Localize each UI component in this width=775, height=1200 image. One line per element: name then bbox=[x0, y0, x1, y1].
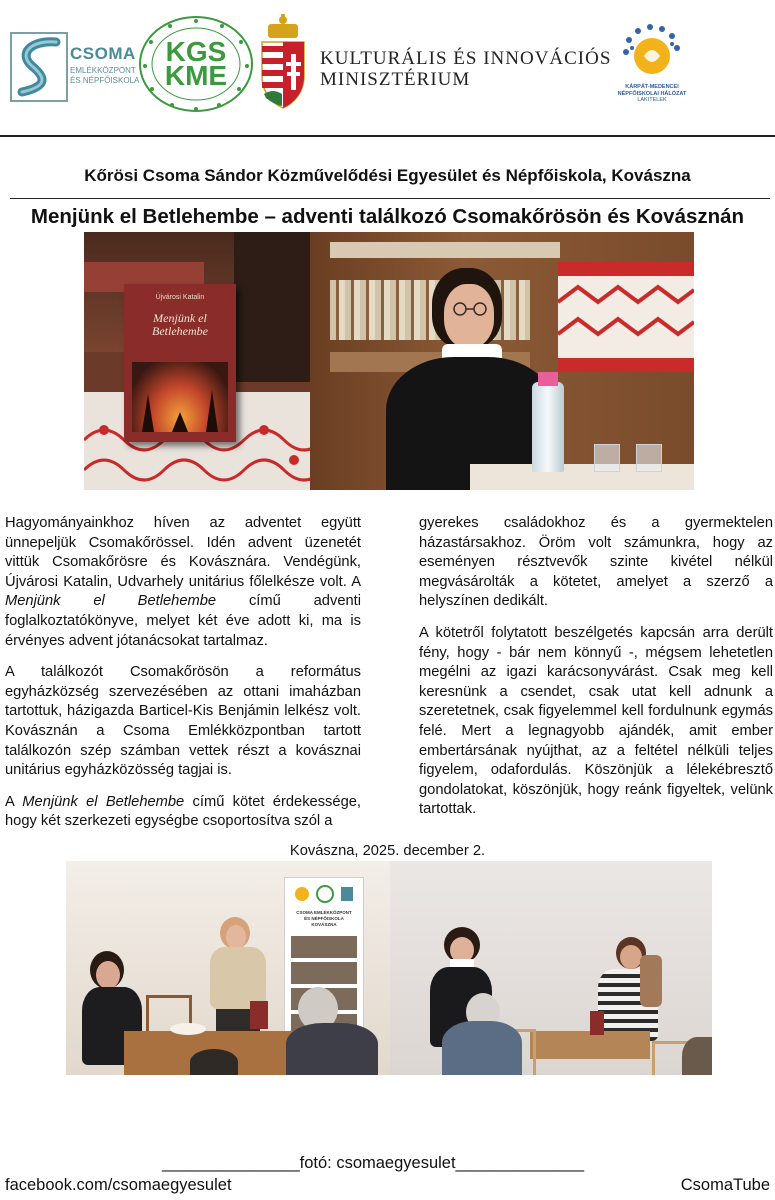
csoma-emblem-icon bbox=[10, 32, 68, 102]
book-title bbox=[124, 312, 236, 338]
article-left-column bbox=[5, 514, 361, 844]
ministry-name bbox=[320, 48, 611, 90]
book-title-line1: Menjünk el bbox=[153, 311, 207, 325]
right-paragraph-2: A kötetről folytatott beszélgetés kapcsán arra derült fény, hogy - bár nem könnyű -, mégsem lehetetlen megélni az igazi karácsonyvárást. Csak meg kell keresnünk a csendet, csak utat kell adnunk a szeretetnek, csak figyelemmel kell fordulnunk egymás felé. Mert a legnagyobb ajándék, amit ember embertársának nyújthat, az a feltétel nélküli teljes figyelem, odafordulás. Köszönjük a lélekébresztő gondolatokat, köszönjük, hogy reánk figyeltek, velünk tartottak. bbox=[419, 624, 773, 818]
kmnh-line2: NÉPFŐISKOLAI HÁLÓZAT bbox=[617, 90, 687, 97]
banner-line3: KOVÁSZNA bbox=[311, 922, 337, 927]
left-p1-book-title: Menjünk el Betlehembe bbox=[5, 593, 217, 610]
csoma-logo-name: CSOMA bbox=[70, 44, 136, 63]
left-p3-text-b: című kötet érdekessége, hogy két szerkezeti egységbe csoportosítva szól a bbox=[5, 793, 361, 830]
coat-of-arms-icon bbox=[258, 14, 308, 110]
kmnh-logo bbox=[612, 22, 692, 118]
left-p3-book-title: Menjünk el Betlehembe bbox=[22, 793, 185, 810]
title-rule bbox=[10, 198, 770, 199]
csoma-logo bbox=[10, 30, 140, 106]
left-p1-text-a: Hagyományainkhoz híven az adventet együtt ünnepeljük Csomakőrössel. Idén advent üzenetét vittük Csomakőrösre és Kovásznára. Vendégünk, Újvárosi Katalin, Udvarhely unitárius főlelkésze volt. A bbox=[5, 515, 361, 590]
banner-line2: ÉS NÉPFŐISKOLA bbox=[304, 916, 344, 921]
dateline: Kovászna, 2025. december 2. bbox=[289, 843, 486, 859]
header-rule bbox=[0, 135, 775, 137]
csoma-logo-subtitle: EMLÉKKÖZPONT ÉS NÉPFŐISKOLA bbox=[70, 66, 140, 85]
glasses-icon bbox=[450, 302, 490, 316]
speaker-photo bbox=[310, 232, 694, 490]
kmnh-logo-text bbox=[606, 84, 698, 104]
hungarian-coat-of-arms bbox=[258, 14, 308, 110]
book-photo bbox=[84, 232, 310, 490]
left-paragraph-3 bbox=[5, 793, 361, 832]
kgs-logo-letters bbox=[137, 36, 255, 91]
book-author: Újvárosi Katalin bbox=[155, 294, 205, 301]
kgs-kme-logo bbox=[137, 14, 255, 114]
event-photo-right bbox=[390, 861, 712, 1075]
photo-credit: _______________fotó: csomaegyesulet______________ bbox=[162, 1154, 585, 1172]
kgs-line1: KGS bbox=[165, 36, 227, 67]
csomatube-link[interactable]: CsomaTube bbox=[680, 1176, 770, 1194]
ministry-line1: KULTURÁLIS ÉS INNOVÁCIÓS bbox=[320, 48, 612, 69]
page-title: Menjünk el Betlehembe – adventi találkozó Csomakőrösön és Kovásznán bbox=[30, 205, 745, 228]
left-paragraph-2: A találkozót Csomakőrösön a református egyházközség szervezésében az ottani imaházban tartottuk, házigazda Barticel-Kis Benjámin lelkész volt. Kovásznán a Csoma Emlékközpontban tartott találkozón szép számban vettek részt a kovásznai unitárius egyházközösség tagjai is. bbox=[5, 664, 361, 779]
right-paragraph-1: gyerekes családokhoz és a gyermektelen házastársakhoz. Öröm volt számunkra, hogy az eseményen résztvevők szinte kivétel nélkül megvásárolták a kötetet, amelyet a szerző a helyszínen dedikált. bbox=[419, 515, 773, 610]
left-p1-text-b: című adventi foglalkoztatókönyve, melyet két éve adott ki, ma is érvényes advent jótanácsokat tartalmaz. bbox=[5, 593, 361, 649]
facebook-link[interactable]: facebook.com/csomaegyesulet bbox=[5, 1176, 232, 1194]
kgs-line2: KME bbox=[164, 60, 228, 91]
embroidered-cloth-icon bbox=[558, 262, 694, 372]
book-illustration-icon bbox=[132, 364, 228, 432]
kmnh-line3: LAKITELEK bbox=[637, 97, 667, 103]
kmnh-line1: KÁRPÁT-MEDENCEI bbox=[625, 84, 679, 90]
event-photo-left bbox=[66, 861, 390, 1075]
book-cover bbox=[124, 284, 236, 442]
article-right-column bbox=[419, 514, 773, 832]
kmnh-emblem-icon bbox=[612, 22, 692, 82]
water-bottle bbox=[532, 382, 564, 472]
left-p3-text-a: A bbox=[5, 793, 23, 810]
banner-line1: CSOMA EMLÉKKÖZPONT bbox=[296, 910, 352, 915]
ministry-line2: MINISZTÉRIUM bbox=[320, 69, 471, 90]
book-title-line2: Betlehembe bbox=[152, 324, 208, 338]
left-paragraph-1 bbox=[5, 514, 361, 651]
organization-name: Kőrösi Csoma Sándor Közművelődési Egyesület és Népfőiskola, Kovászna bbox=[84, 166, 691, 185]
